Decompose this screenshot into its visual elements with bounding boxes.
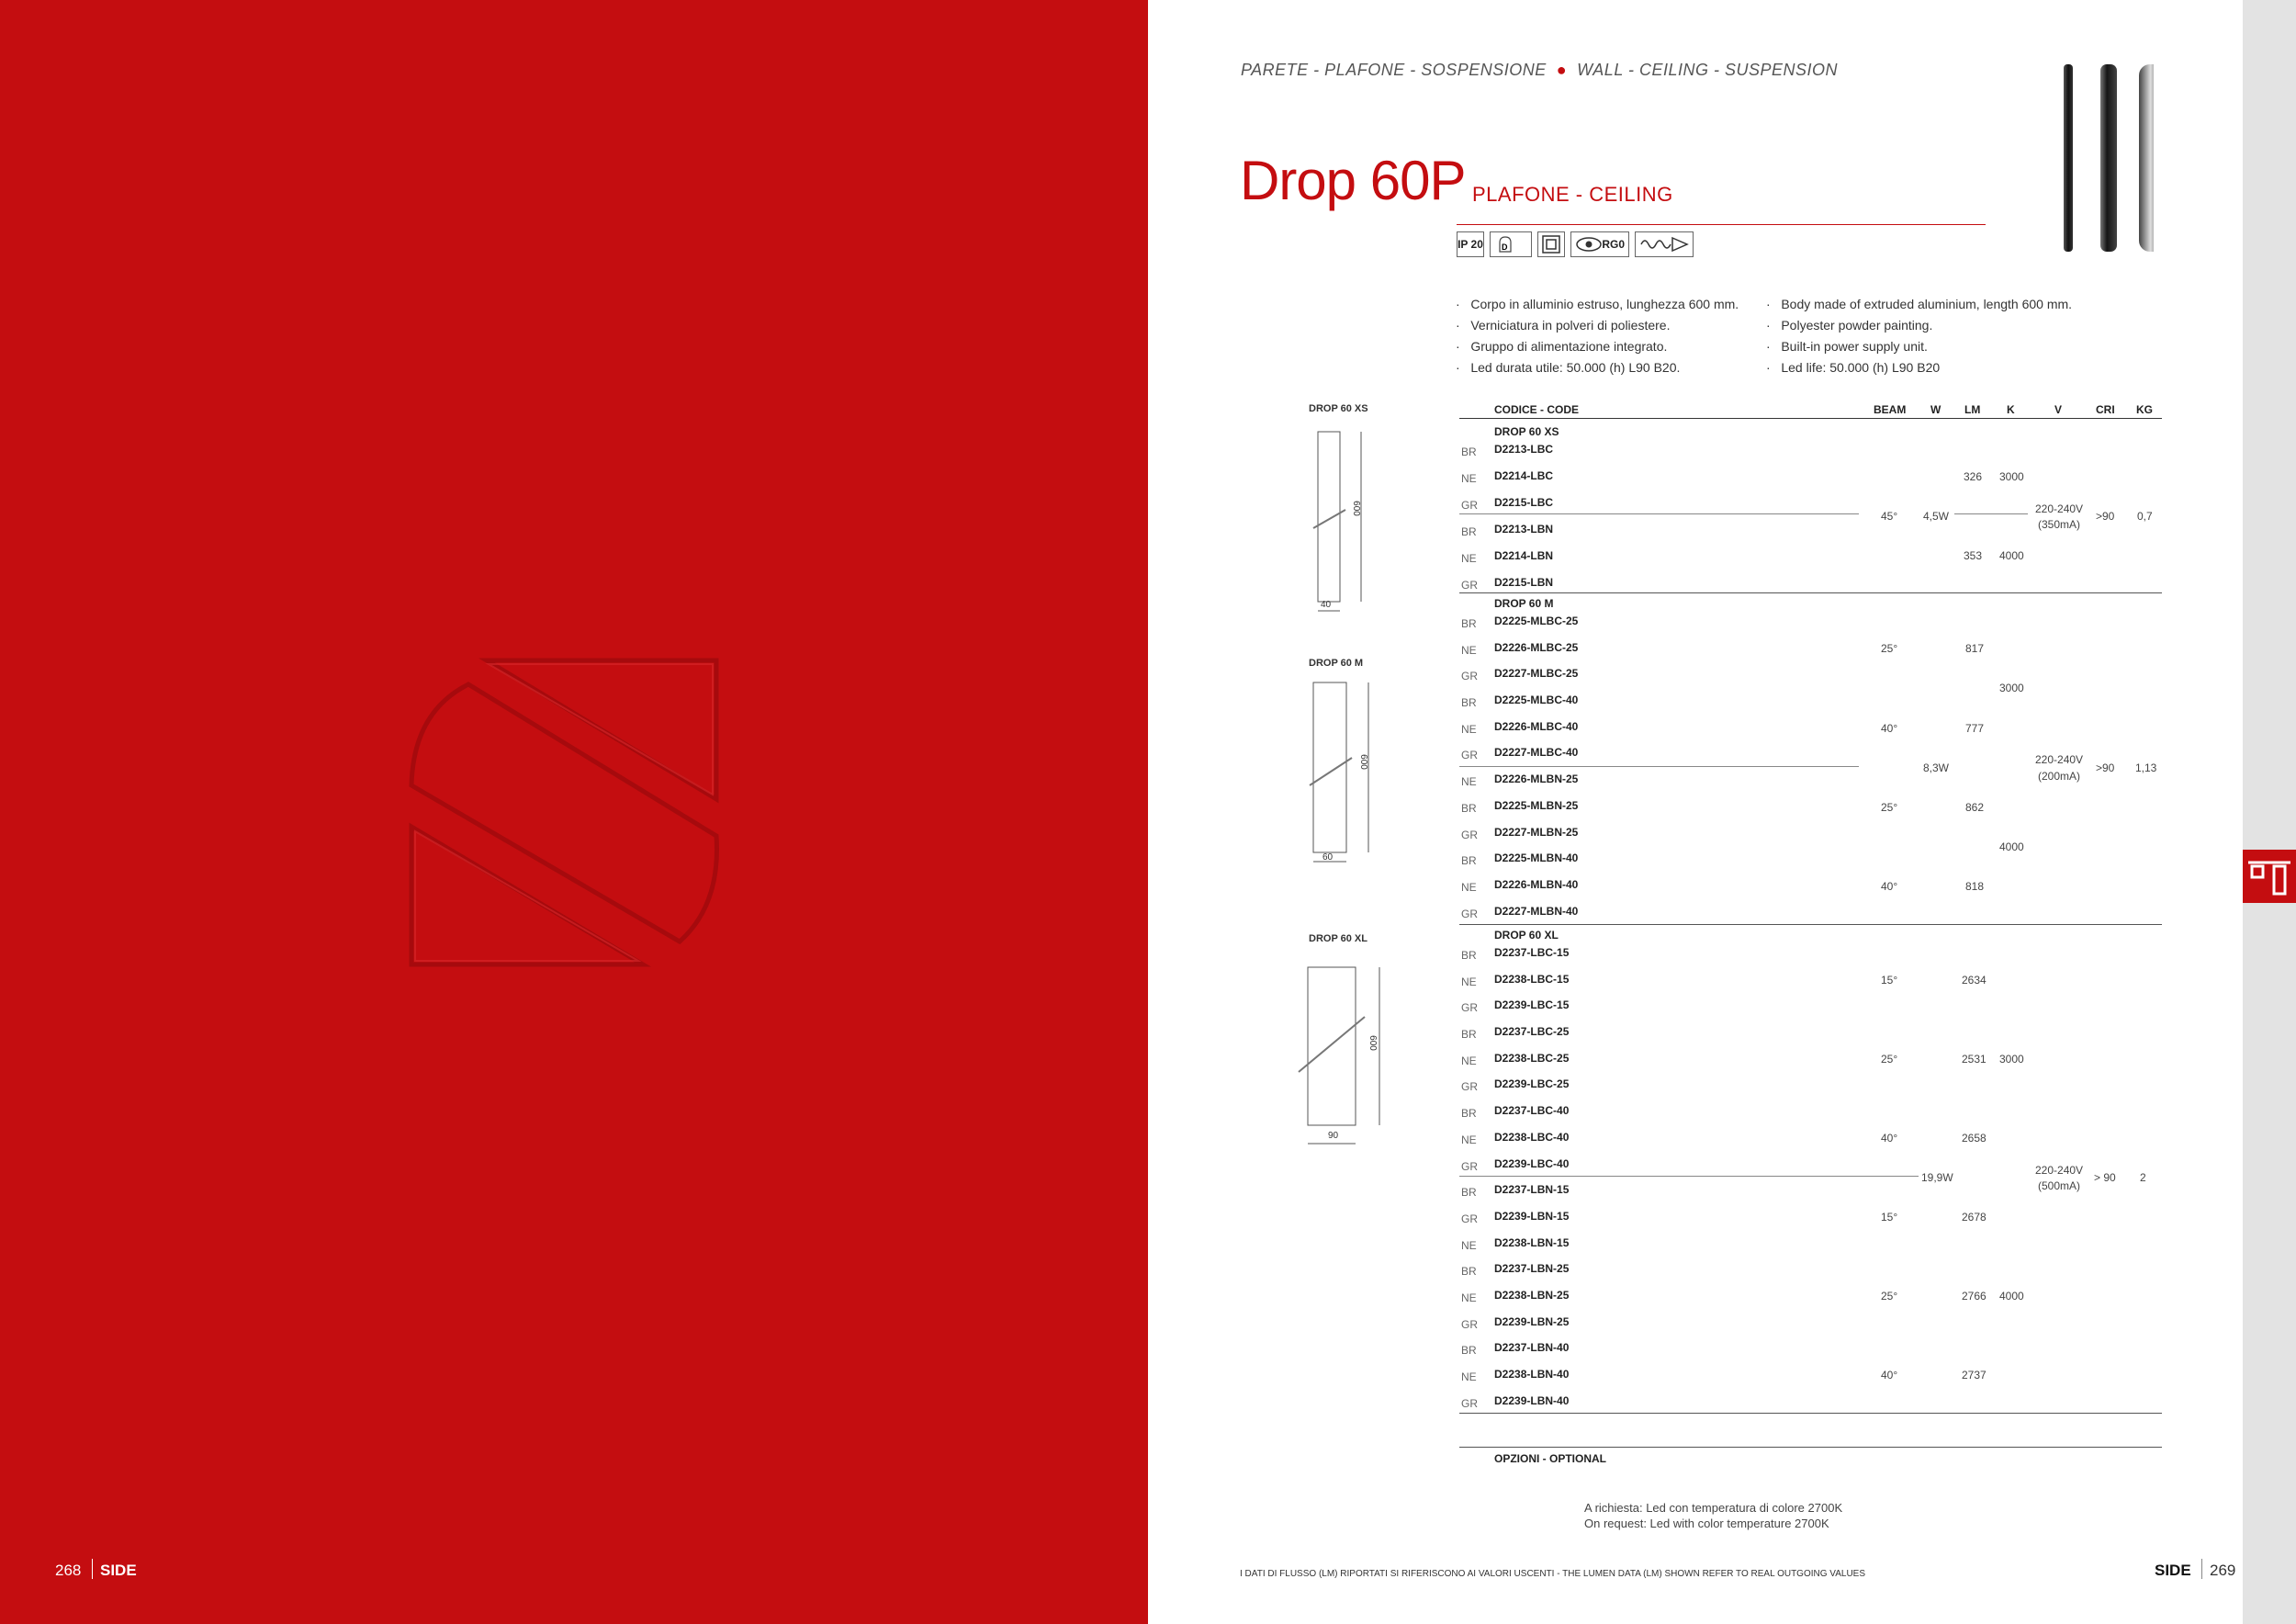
watt-value: 4,5W bbox=[1923, 510, 1950, 523]
subgroup-rule bbox=[1954, 513, 2028, 514]
rg-label: RG0 bbox=[1602, 238, 1625, 251]
col-lm-header: LM bbox=[1964, 403, 1981, 416]
group-title-m: DROP 60 M bbox=[1494, 597, 1554, 610]
drawing-xl-label: DROP 60 XL bbox=[1309, 933, 1367, 944]
col-kg-header: KG bbox=[2136, 403, 2153, 416]
class-ii-icon bbox=[1537, 231, 1565, 257]
lumen-value: 777 bbox=[1965, 722, 1985, 735]
beam-value: 25° bbox=[1881, 1053, 1898, 1066]
group-m-rows bbox=[1459, 615, 1735, 930]
table-row: NE D2238-LBN-25 bbox=[1461, 1288, 1570, 1304]
table-row: NE D2214-LBC bbox=[1461, 469, 1554, 485]
col-beam-header: BEAM bbox=[1874, 403, 1907, 416]
col-code-header: CODICE - CODE bbox=[1494, 403, 1580, 416]
drawing-xl-width: 90 bbox=[1328, 1131, 1339, 1141]
table-row: NE D2238-LBN-15 bbox=[1461, 1235, 1570, 1252]
section-tab[interactable] bbox=[2243, 850, 2296, 903]
table-row: GR D2239-LBC-40 bbox=[1461, 1156, 1570, 1173]
drawing-m-width: 60 bbox=[1322, 852, 1334, 863]
table-row: GR D2227-MLBC-25 bbox=[1461, 667, 1579, 683]
feature-en-item: · Body made of extruded aluminium, length 600 mm. bbox=[1766, 297, 2073, 311]
current-value: (350mA) bbox=[2038, 518, 2081, 531]
right-brand: SIDE bbox=[2155, 1562, 2191, 1579]
side-strip bbox=[2243, 0, 2296, 1624]
table-row: GR D2239-LBN-15 bbox=[1461, 1209, 1570, 1225]
kelvin-value: 3000 bbox=[1999, 470, 2024, 483]
lumen-value: 2531 bbox=[1962, 1053, 1986, 1066]
group-xl-rows bbox=[1459, 946, 1735, 1420]
table-row: BR D2225-MLBC-25 bbox=[1461, 615, 1579, 630]
dimmable-icon bbox=[1490, 231, 1532, 257]
voltage-value: 220-240V bbox=[2035, 502, 2084, 515]
group-rule bbox=[1459, 592, 2162, 593]
kg-value: 0,7 bbox=[2137, 510, 2153, 523]
table-row: BR D2213-LBC bbox=[1461, 443, 1554, 458]
table-row: NE D2238-LBC-15 bbox=[1461, 972, 1570, 988]
table-row: BR D2237-LBN-40 bbox=[1461, 1341, 1570, 1358]
voltage-value: 220-240V bbox=[2035, 1164, 2084, 1177]
drawing-xl-height: 600 bbox=[1367, 1035, 1378, 1051]
table-row: NE D2226-MLBN-25 bbox=[1461, 773, 1579, 789]
watt-value: 8,3W bbox=[1923, 761, 1950, 774]
voltage-value: 220-240V bbox=[2035, 753, 2084, 766]
kelvin-value: 3000 bbox=[1999, 1053, 2024, 1066]
table-row: BR D2225-MLBN-25 bbox=[1461, 798, 1579, 815]
table-row: NE D2238-LBC-25 bbox=[1461, 1051, 1570, 1067]
lumen-value: 862 bbox=[1965, 801, 1985, 814]
drawing-m bbox=[1304, 675, 1387, 868]
table-row: GR D2215-LBC bbox=[1461, 496, 1554, 512]
photobiological-icon bbox=[1570, 231, 1629, 257]
drawing-xl bbox=[1295, 960, 1387, 1153]
table-row: NE D2226-MLBC-25 bbox=[1461, 640, 1579, 657]
table-row: NE D2226-MLBC-40 bbox=[1461, 719, 1579, 736]
subgroup-rule bbox=[1459, 766, 1859, 767]
optional-it: A richiesta: Led con temperatura di colore 2700K bbox=[1584, 1501, 1843, 1515]
beam-value: 40° bbox=[1881, 880, 1898, 893]
watt-value: 19,9W bbox=[1921, 1171, 1953, 1184]
footer-divider bbox=[92, 1559, 93, 1579]
ceiling-lamp-icon bbox=[2243, 850, 2296, 903]
ip20-icon: IP 20 bbox=[1457, 231, 1484, 257]
table-row: GR D2239-LBN-25 bbox=[1461, 1314, 1570, 1331]
table-row: GR D2227-MLBN-40 bbox=[1461, 904, 1579, 920]
product-subtitle: PLAFONE - CEILING bbox=[1472, 183, 1673, 206]
lumen-value: 326 bbox=[1964, 470, 1983, 483]
feature-en-item: · Led life: 50.000 (h) L90 B20 bbox=[1766, 360, 1941, 375]
eye-icon bbox=[1575, 236, 1602, 253]
kelvin-value: 4000 bbox=[1999, 840, 2024, 853]
feature-it-item: · Led durata utile: 50.000 (h) L90 B20. bbox=[1456, 360, 1681, 375]
beam-value: 40° bbox=[1881, 722, 1898, 735]
table-row: GR D2239-LBN-40 bbox=[1461, 1393, 1570, 1410]
col-w-header: W bbox=[1930, 403, 1941, 416]
kelvin-value: 4000 bbox=[1999, 549, 2024, 562]
title-underline bbox=[1457, 224, 1986, 225]
group-rule bbox=[1459, 924, 2162, 925]
table-row: BR D2237-LBC-15 bbox=[1461, 946, 1570, 962]
beam-value: 25° bbox=[1881, 642, 1898, 655]
optional-en: On request: Led with color temperature 2700K bbox=[1584, 1517, 1829, 1530]
table-row: BR D2237-LBC-25 bbox=[1461, 1025, 1570, 1042]
svg-text:D: D bbox=[1502, 242, 1508, 252]
feature-en-item: · Built-in power supply unit. bbox=[1766, 339, 1928, 354]
table-row: BR D2237-LBN-15 bbox=[1461, 1183, 1570, 1200]
beam-value: 40° bbox=[1881, 1132, 1898, 1145]
lumen-value: 2658 bbox=[1962, 1132, 1986, 1145]
lumen-note: I DATI DI FLUSSO (LM) RIPORTATI SI RIFERISCONO AI VALORI USCENTI - THE LUMEN DATA (LM) SHOWN REFER TO REAL OUTGOING VALUES bbox=[1240, 1569, 1866, 1579]
table-row: NE D2238-LBC-40 bbox=[1461, 1130, 1570, 1146]
table-row: GR D2215-LBN bbox=[1461, 576, 1554, 592]
table-row: NE D2238-LBN-40 bbox=[1461, 1368, 1570, 1383]
feature-en-item: · Polyester powder painting. bbox=[1766, 318, 1933, 333]
table-row: BR D2237-LBC-40 bbox=[1461, 1104, 1570, 1121]
beam-value: 25° bbox=[1881, 801, 1898, 814]
feature-it-item: · Gruppo di alimentazione integrato. bbox=[1456, 339, 1668, 354]
table-row: GR D2239-LBC-25 bbox=[1461, 1077, 1570, 1094]
lumen-value: 2634 bbox=[1962, 974, 1986, 987]
group-rule bbox=[1459, 1413, 2162, 1414]
table-row: NE D2226-MLBN-40 bbox=[1461, 877, 1579, 894]
footer-divider bbox=[2201, 1559, 2202, 1579]
group-title-xl: DROP 60 XL bbox=[1494, 929, 1559, 942]
product-title: Drop 60P bbox=[1240, 150, 1466, 211]
col-cri-header: CRI bbox=[2096, 403, 2115, 416]
cri-value: > 90 bbox=[2094, 1171, 2116, 1184]
table-row: GR D2227-MLBC-40 bbox=[1461, 746, 1579, 762]
product-xs-photo bbox=[2064, 64, 2073, 252]
kg-value: 2 bbox=[2140, 1171, 2146, 1184]
lumen-value: 818 bbox=[1965, 880, 1985, 893]
product-xl-photo bbox=[2139, 64, 2154, 252]
group-title-xs: DROP 60 XS bbox=[1494, 425, 1559, 438]
lumen-value: 817 bbox=[1965, 642, 1985, 655]
product-m-photo bbox=[2100, 64, 2117, 252]
drawing-xs-label: DROP 60 XS bbox=[1309, 403, 1368, 414]
beam-value: 15° bbox=[1881, 1211, 1898, 1224]
cri-value: >90 bbox=[2096, 510, 2115, 523]
table-row: BR D2213-LBN bbox=[1461, 523, 1554, 538]
category-it: PARETE - PLAFONE - SOSPENSIONE bbox=[1241, 61, 1547, 79]
lumen-value: 353 bbox=[1964, 549, 1983, 562]
group-xs-rows bbox=[1459, 443, 1735, 603]
drawing-xs-height: 600 bbox=[1350, 501, 1361, 516]
beam-value: 45° bbox=[1881, 510, 1898, 523]
kelvin-value: 3000 bbox=[1999, 682, 2024, 694]
left-brand: SIDE bbox=[100, 1562, 137, 1579]
col-v-header: V bbox=[2054, 403, 2063, 416]
flicker-free-icon bbox=[1635, 231, 1694, 257]
table-row: BR D2225-MLBN-40 bbox=[1461, 851, 1579, 868]
col-k-header: K bbox=[2007, 403, 2015, 416]
beam-value: 40° bbox=[1881, 1369, 1898, 1382]
product-photos bbox=[2053, 62, 2154, 254]
table-row: BR D2225-MLBC-40 bbox=[1461, 694, 1579, 710]
table-row: GR D2239-LBC-15 bbox=[1461, 998, 1570, 1015]
features-it-list bbox=[1456, 297, 1739, 381]
lumen-value: 2737 bbox=[1962, 1369, 1986, 1382]
lumen-value: 2766 bbox=[1962, 1290, 1986, 1303]
subgroup-rule bbox=[1459, 1176, 1919, 1177]
subgroup-rule bbox=[1459, 513, 1859, 514]
table-row: GR D2227-MLBN-25 bbox=[1461, 825, 1579, 841]
cri-value: >90 bbox=[2096, 761, 2115, 774]
kelvin-value: 4000 bbox=[1999, 1290, 2024, 1303]
drawing-xs bbox=[1304, 423, 1378, 620]
beam-value: 15° bbox=[1881, 974, 1898, 987]
right-page-number: 269 bbox=[2210, 1562, 2236, 1579]
kg-value: 1,13 bbox=[2135, 761, 2157, 774]
table-row: BR D2237-LBN-25 bbox=[1461, 1262, 1570, 1279]
feature-it-item: · Verniciatura in polveri di poliestere. bbox=[1456, 318, 1671, 333]
category-en: WALL - CEILING - SUSPENSION bbox=[1577, 61, 1839, 79]
drawing-m-label: DROP 60 M bbox=[1309, 658, 1364, 669]
current-value: (500mA) bbox=[2038, 1179, 2081, 1192]
drawing-xs-width: 40 bbox=[1321, 600, 1332, 610]
optional-title: OPZIONI - OPTIONAL bbox=[1494, 1452, 1606, 1465]
header-rule bbox=[1459, 418, 2162, 419]
feature-it-item: · Corpo in alluminio estruso, lunghezza 600 mm. bbox=[1456, 297, 1739, 311]
features-en-list bbox=[1766, 297, 2072, 381]
category-line: PARETE - PLAFONE - SOSPENSIONE ● WALL - CEILING - SUSPENSION bbox=[1241, 61, 1839, 79]
table-row: NE D2214-LBN bbox=[1461, 549, 1554, 565]
left-page-number: 268 bbox=[55, 1562, 82, 1579]
lumen-value: 2678 bbox=[1962, 1211, 1986, 1224]
beam-value: 25° bbox=[1881, 1290, 1898, 1303]
current-value: (200mA) bbox=[2038, 770, 2081, 783]
drawing-m-height: 600 bbox=[1357, 754, 1368, 770]
optional-rule bbox=[1459, 1447, 2162, 1448]
brand-emblem-watermark bbox=[404, 657, 726, 974]
